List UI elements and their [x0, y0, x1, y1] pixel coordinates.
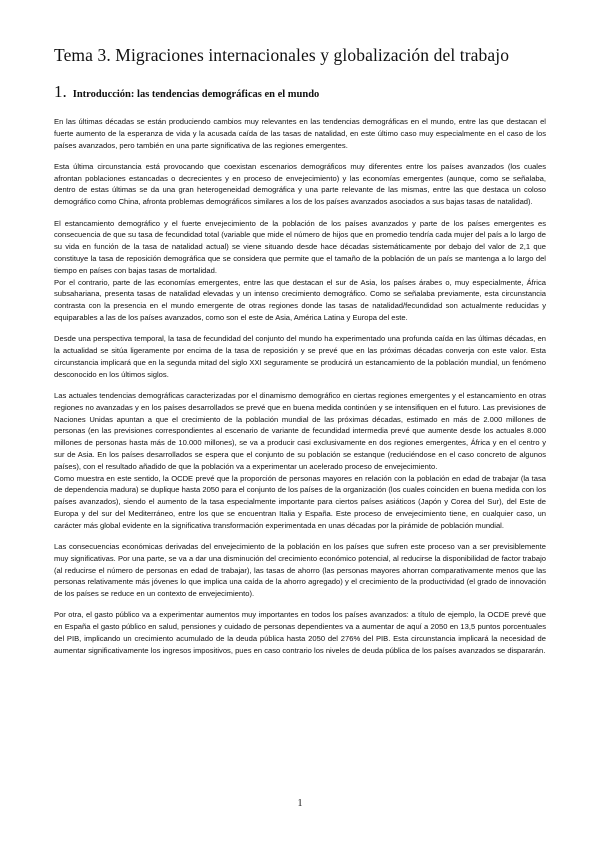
paragraph-8: Las consecuencias económicas derivadas del envejecimiento de la población en los países que sufren este proceso van a ser previsiblemente muy significativas. Por una parte, se va a dar una disminución del crecimiento económico potencial, al reducirse la disponibilidad de factor trabajo (al reducirse el número de personas en edad de trabajar), las tasas de ahorro (las personas mayores ahorran comparativamente menos que las personas relativamente más jóvenes lo que implica una caída de la ahorro agregado) y el crecimiento de la productividad (el grado de innovación de los países se reduce en un contexto de envejecimiento). [54, 542, 546, 599]
paragraph-1: En las últimas décadas se están produciendo cambios muy relevantes en las tendencias demográficas en el mundo, entre las que destacan el fuerte aumento de la esperanza de vida y la acusada caída de las tasas de natalidad, en este último caso muy especialmente en el caso de los países avanzados, pero también en una parte significativa de las regiones emergentes. [54, 117, 546, 150]
paragraph-3: El estancamiento demográfico y el fuerte envejecimiento de la población de los países avanzados y parte de los países emergentes es consecuencia de que su tasa de fecundidad total (variable que mide el número de hijos que en promedio tendría cada mujer del país a lo largo de su vida en función de la tasa de natalidad actual) se viene situando desde hace décadas sistemáticamente por debajo del valor de 2,1 que constituye la tasa de reposición demográfica que se considera que permite que el tamaño de la población de un país se mantenga a lo largo del tiempo en países con bajas tasas de mortalidad. [54, 218, 546, 275]
paragraph-9: Por otra, el gasto público va a experimentar aumentos muy importantes en todos los países avanzados: a título de ejemplo, la OCDE prevé que en España el gasto público en salud, pensiones y cuidado de personas dependientes va a aumentar de aquí a 2050 en 13,5 puntos porcentuales del PIB, implicando un crecimiento acumulado de la deuda pública hasta 2050 del 276% del PIB. Esta circunstancia implicará la necesidad de aumentar significativamente los ingresos impositivos, pues en caso contrario los niveles de deuda pública de los países avanzados se dispararán. [54, 610, 546, 655]
paragraph-7: Como muestra en este sentido, la OCDE prevé que la proporción de personas mayores en relación con la población en edad de trabajar (la tasa de dependencia madura) se duplique hasta 2050 para el conjunto de los países de la organización (los cuales coinciden en buena medida con los países avanzados), siendo el aumento de la tasa especialmente importante para ciertos países asiáticos (Japón y Corea del Sur), del Este de Europa y del sur del Mediterráneo, entre los que se encuentran Italia y España. Este proceso de envejecimiento tiene, en cualquier caso, un carácter más global evidente en la significativa transformación experimentada en unas décadas por la pirámide de población mundial. [54, 473, 546, 530]
section-number: 1. [54, 82, 67, 101]
page-number: 1 [297, 798, 303, 809]
paragraph-4: Por el contrario, parte de las economías emergentes, entre las que destacan el sur de Asia, los países árabes o, muy especialmente, África subsahariana, presenta tasas de natalidad elevadas y un intenso crecimiento demográfico. Como se señalaba previamente, esta circunstancia contrasta con la presencia en el mundo emergente de otras regiones donde las tasas de natalidad/fecundidad son actualmente reducidas y equiparables a las de los países avanzados, como son el este de Asia, América Latina y Europa del este. [54, 277, 546, 322]
document-title: Tema 3. Migraciones internacionales y globalización del trabajo [54, 45, 510, 65]
paragraph-5: Desde una perspectiva temporal, la tasa de fecundidad del conjunto del mundo ha experimentado una profunda caída en las últimas décadas, en la actualidad se sitúa ligeramente por encima de la tasa de reposición y se prevé que en las próximas décadas converja con este valor. Esta circunstancia implicará que en la segunda mitad del siglo XXI seguramente se producirá un estancamiento de la población mundial, un fenómeno desconocido en los últimos siglos. [54, 334, 546, 379]
section-heading [54, 84, 546, 103]
section-title: Introducción: las tendencias demográficas en el mundo [72, 89, 320, 100]
paragraph-2: Esta última circunstancia está provocando que coexistan escenarios demográficos muy diferentes entre los países avanzados (los cuales afrontan poblaciones estancadas o decrecientes y en proceso de envejecimiento) y las economías emergentes (aunque, como se señalaba, dentro de estas últimas se da una gran heterogeneidad demográfica y una parte relevante de las mismas, entre las que destaca un coloso demográfico como China, afronta problemas demográficos similares a los de los países avanzados asociados a sus bajas tasas de natalidad). [54, 161, 546, 207]
paragraph-6: Las actuales tendencias demográficas caracterizadas por el dinamismo demográfico en ciertas regiones emergentes y el estancamiento en otras regiones no avanzadas y en los países desarrollados se prevé que en buena medida continúen y se intensifiquen en el futuro. Las previsiones de Naciones Unidas apuntan a que el crecimiento de la población mundial de las próximas décadas, estimado en más de 2.000 millones de personas (en las previsiones correspondientes al escenario de variante de fecundidad intermedia prevé que aumente desde los actuales 8.000 millones de personas hasta más de 10.000 millones), se va a producir casi exclusivamente en dos regiones emergentes, África y en el centro y sur de Asia. En los países desarrollados se espera que el conjunto de su población se estanque (reduciéndose en el caso concreto de algunos países), con el resultado añadido de que la población va a experimentar un acelerado proceso de envejecimiento. [54, 390, 546, 471]
